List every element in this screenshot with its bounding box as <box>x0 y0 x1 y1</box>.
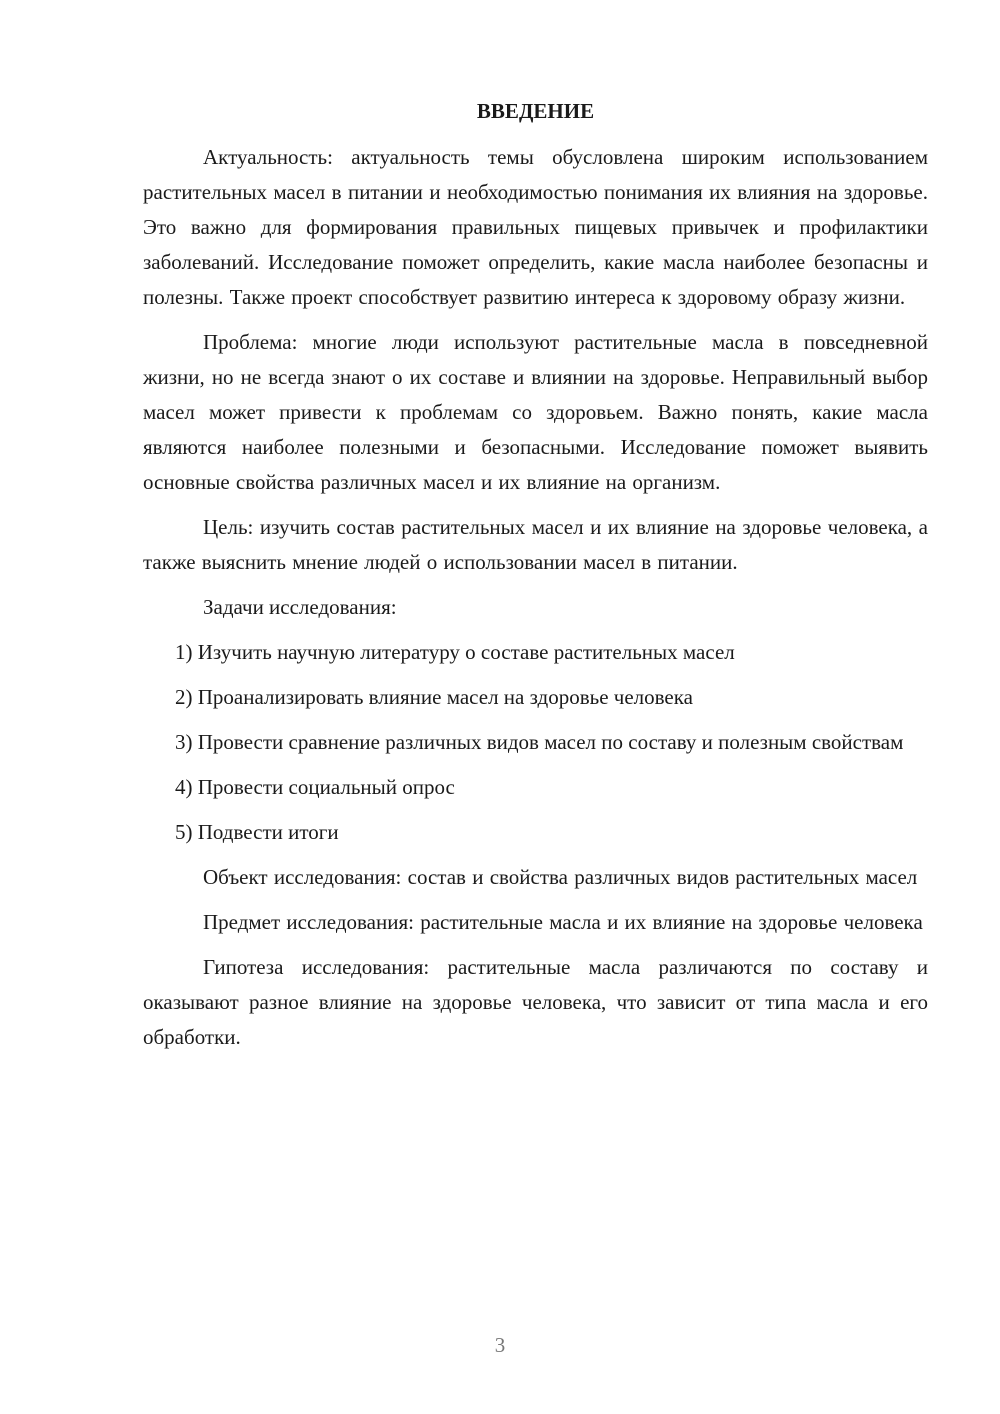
task-item: 1) Изучить научную литературу о составе растительных масел <box>175 640 735 664</box>
tasks-heading: Задачи исследования: <box>203 595 397 619</box>
problem-paragraph: Проблема: многие люди используют растительные масла в повседневной жизни, но не всегда знают о их составе и влиянии на здоровье. Неправильный выбор масел может привести к проблемам со здоровьем. Важно понять, какие масла являются наиболее полезными и безопасными. Исследование поможет выявить основные свойства различных масел и их влияние на организм. <box>143 330 928 494</box>
hypothesis-paragraph: Гипотеза исследования: растительные масла различаются по составу и оказывают разное влияние на здоровье человека, что зависит от типа масла и его обработки. <box>143 955 928 1049</box>
task-item: 2) Проанализировать влияние масел на здоровье человека <box>175 685 693 709</box>
task-item: 4) Провести социальный опрос <box>175 775 455 799</box>
document-page <box>143 90 928 1065</box>
relevance-paragraph: Актуальность: актуальность темы обусловлена широким использованием растительных масел в питании и необходимостью понимания их влияния на здоровье. Это важно для формирования правильных пищевых привычек и профилактики заболеваний. Исследование поможет определить, какие масла наиболее безопасны и полезны. Также проект способствует развитию интереса к здоровому образу жизни. <box>143 145 928 309</box>
page-number: 3 <box>494 1333 506 1357</box>
subject-paragraph: Предмет исследования: растительные масла и их влияние на здоровье человека <box>203 910 923 934</box>
task-item: 5) Подвести итоги <box>175 820 339 844</box>
task-item: 3) Провести сравнение различных видов масел по составу и полезным свойствам <box>175 730 904 754</box>
page-title: ВВЕДЕНИЕ <box>476 99 595 123</box>
object-paragraph: Объект исследования: состав и свойства различных видов растительных масел <box>203 865 918 889</box>
goal-paragraph: Цель: изучить состав растительных масел и их влияние на здоровье человека, а также выяснить мнение людей о использовании масел в питании. <box>143 515 928 574</box>
